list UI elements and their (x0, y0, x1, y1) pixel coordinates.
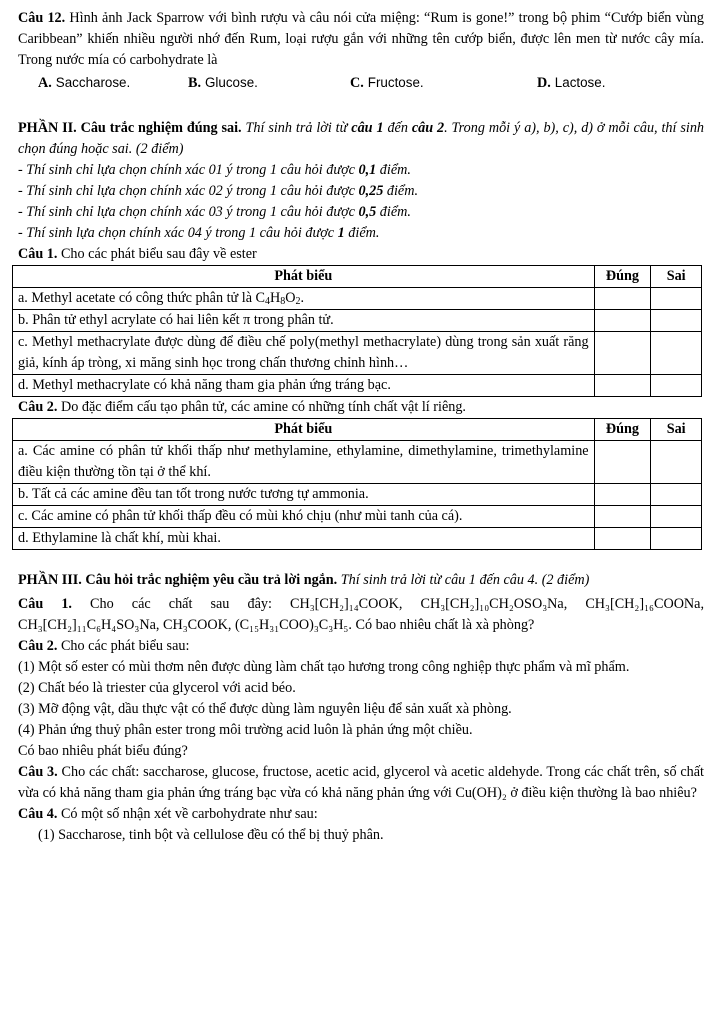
option-a[interactable]: A. Saccharose. (38, 75, 131, 91)
false-cell[interactable] (651, 484, 702, 506)
part-3-question-3: Câu 3. Cho các chất: saccharose, glucose, fructose, acetic acid, glycerol và acetic aldehyde. Trong các chất trên, số chất vừa có khả năng tham gia phản ứng tráng bạc vừa có khả năng phản ứng với Cu(OH)₂ ở điều kiện thường là bao nhiêu? (18, 764, 704, 801)
column-header-false: Sai (651, 419, 702, 441)
table-row (13, 506, 702, 528)
true-cell[interactable] (594, 484, 651, 506)
statement-4: (4) Phản ứng thuỷ phân ester trong môi trường acid luôn là phản ứng một chiều. (18, 722, 473, 738)
part-3-question-4: Câu 4. Có một số nhận xét về carbohydrate như sau: (18, 806, 318, 822)
part-3-heading: PHẦN III. Câu hỏi trắc nghiệm yêu cầu trả lời ngắn. Thí sinh trả lời từ câu 1 đến câu 4. (2 điểm) (18, 572, 590, 588)
question-prompt: Có bao nhiêu phát biểu đúng? (18, 743, 188, 759)
part-2-heading: PHẦN II. Câu trắc nghiệm đúng sai. Thí sinh trả lời từ câu 1 đến câu 2. Trong mỗi ý a), b), c), d) ở mỗi câu, thí sinh chọn đúng hoặc sai. (2 điểm) (18, 120, 705, 157)
column-header-statement: Phát biểu (13, 266, 595, 288)
scoring-rule-4: - Thí sinh lựa chọn chính xác 04 ý trong 1 câu hỏi được 1 điểm. (18, 225, 380, 241)
option-d[interactable]: D. Lactose. (537, 75, 606, 91)
false-cell[interactable] (651, 528, 702, 550)
true-cell[interactable] (594, 506, 651, 528)
false-cell[interactable] (651, 506, 702, 528)
column-header-true: Đúng (594, 266, 651, 288)
column-header-false: Sai (651, 266, 702, 288)
true-cell[interactable] (594, 375, 651, 397)
part-3-question-2: Câu 2. Cho các phát biểu sau: (18, 638, 190, 654)
option-b[interactable]: B. Glucose. (188, 75, 258, 91)
statement-2: (2) Chất béo là triester của glycerol với acid béo. (18, 680, 296, 696)
false-cell[interactable] (651, 441, 702, 484)
false-cell[interactable] (651, 375, 702, 397)
statement-c: c. Methyl methacrylate được dùng để điều chế poly(methyl methacrylate) dùng trong sản xuất răng giả, kính áp tròng, xi măng sinh học trong chấn thương chỉnh hình… (13, 332, 595, 375)
option-c[interactable]: C. Fructose. (350, 75, 424, 91)
scoring-rule-3: - Thí sinh chỉ lựa chọn chính xác 03 ý trong 1 câu hỏi được 0,5 điểm. (18, 204, 411, 220)
true-cell[interactable] (594, 528, 651, 550)
statement-a: a. Các amine có phân tử khối thấp như methylamine, ethylamine, dimethylamine, trimethylamine điều kiện thường tồn tại ở thể khí. (13, 441, 595, 484)
question-text: Hình ảnh Jack Sparrow với bình rượu và câu nói cửa miệng: “Rum is gone!” trong bộ phim “Cướp biển vùng Caribbean” khiến nhiều người nhớ đến Rum, loại rượu gắn với những tên cướp biển, được lên men từ nước cây mía. Trong nước mía có carbohydrate là (18, 10, 704, 68)
table-row (13, 375, 702, 397)
statement-a: a. Methyl acetate có công thức phân tử là $C_4H_8O_2$. (13, 288, 595, 310)
answer-options (18, 72, 704, 94)
remark-1: (1) Saccharose, tinh bột và cellulose đều có thể bị thuỷ phân. (38, 827, 384, 843)
part-2-question-2: Câu 2. Do đặc điểm cấu tạo phân tử, các amine có những tính chất vật lí riêng. (18, 399, 466, 415)
table-row (13, 288, 702, 310)
statement-3: (3) Mỡ động vật, dầu thực vật có thể được dùng làm nguyên liệu để sản xuất xà phòng. (18, 701, 512, 717)
false-cell[interactable] (651, 310, 702, 332)
statement-1: (1) Một số ester có mùi thơm nên được dùng làm chất tạo hương trong công nghiệp thực phẩm và mĩ phẩm. (18, 659, 630, 675)
true-cell[interactable] (594, 332, 651, 375)
question-label: Câu 12. (18, 10, 66, 26)
statement-b: b. Phân tử ethyl acrylate có hai liên kết π trong phân tử. (13, 310, 595, 332)
question-12 (18, 8, 704, 71)
statement-d: d. Ethylamine là chất khí, mùi khai. (13, 528, 595, 550)
false-cell[interactable] (651, 332, 702, 375)
exam-page (18, 8, 704, 846)
true-false-table-1 (12, 265, 702, 397)
scoring-rule-1: - Thí sinh chỉ lựa chọn chính xác 01 ý trong 1 câu hỏi được 0,1 điểm. (18, 162, 411, 178)
table-row (13, 441, 702, 484)
column-header-true: Đúng (594, 419, 651, 441)
true-cell[interactable] (594, 441, 651, 484)
table-row (13, 332, 702, 375)
statement-d: d. Methyl methacrylate có khả năng tham gia phản ứng tráng bạc. (13, 375, 595, 397)
true-cell[interactable] (594, 288, 651, 310)
scoring-rule-2: - Thí sinh chỉ lựa chọn chính xác 02 ý trong 1 câu hỏi được 0,25 điểm. (18, 183, 419, 199)
true-false-table-2 (12, 418, 702, 550)
table-row (13, 528, 702, 550)
part-2-question-1: Câu 1. Cho các phát biểu sau đây về ester (18, 246, 257, 262)
table-row (13, 310, 702, 332)
true-cell[interactable] (594, 310, 651, 332)
part-3-question-1: Câu 1. Cho các chất sau đây: CH₃[CH₂]₁₄COOK, CH₃[CH₂]₁₀CH₂OSO₃Na, CH₃[CH₂]₁₆COONa, CH₃[CH₂]₁₁C₆H₄SO₃Na, CH₃COOK, (C₁₅H₃₁COO)₃C₃H₅. Có bao nhiêu chất là xà phòng? (18, 596, 705, 633)
table-row (13, 484, 702, 506)
false-cell[interactable] (651, 288, 702, 310)
column-header-statement: Phát biểu (13, 419, 595, 441)
statement-b: b. Tất cả các amine đều tan tốt trong nước tương tự ammonia. (13, 484, 595, 506)
statement-c: c. Các amine có phân tử khối thấp đều có mùi khó chịu (như mùi tanh của cá). (13, 506, 595, 528)
